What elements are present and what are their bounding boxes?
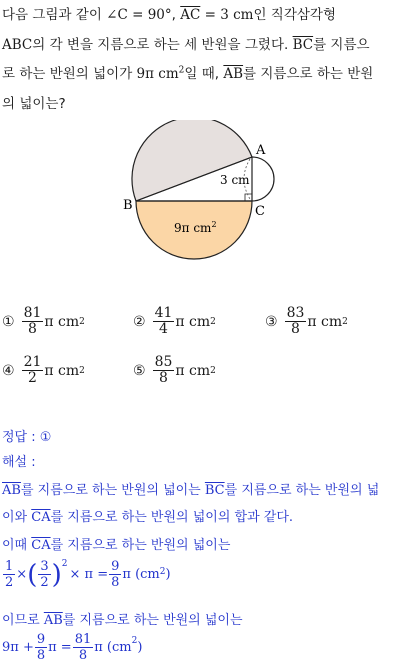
fraction xyxy=(153,355,175,386)
operator: × π = xyxy=(69,567,109,582)
fraction xyxy=(109,559,121,590)
denominator: 2 xyxy=(5,575,14,590)
solution-text: 이때 xyxy=(2,538,32,553)
denominator: 8 xyxy=(111,575,120,590)
solution-line-6 xyxy=(2,632,142,663)
segment-bc: $\overline{BC}$ xyxy=(204,483,225,498)
numerator: 21 xyxy=(23,354,42,370)
numerator: 85 xyxy=(154,354,173,370)
fraction xyxy=(22,355,44,386)
fraction xyxy=(73,632,94,663)
unit: π cm xyxy=(44,313,80,330)
superscript: 2 xyxy=(79,316,85,327)
paren-close: ) xyxy=(137,640,143,655)
solution-heading: 해설 : xyxy=(2,455,36,470)
operator: × xyxy=(16,567,28,582)
solution-text: 를 지름으로 하는 반원의 넓이는 xyxy=(62,613,243,628)
solution-line-5 xyxy=(2,609,243,628)
segment-ca: $\overline{CA}$ xyxy=(31,538,51,553)
expression: π = xyxy=(48,640,72,655)
fraction xyxy=(38,559,50,590)
fraction xyxy=(35,632,47,663)
triangle-abc: ABC xyxy=(2,37,33,53)
unit: π cm xyxy=(175,313,211,330)
question-text: 다음 그림과 같이 xyxy=(2,7,107,23)
answer-line: 정답 : ① xyxy=(2,430,52,445)
solution-line-4 xyxy=(2,559,171,590)
fraction xyxy=(3,559,15,590)
numerator: 81 xyxy=(74,632,92,647)
superscript: 2 xyxy=(159,567,166,577)
fraction xyxy=(285,306,307,337)
question-line-3 xyxy=(2,62,398,82)
question-text: 인 직각삼각형 xyxy=(253,7,337,23)
question-text: 를 지름으로 하는 반원 xyxy=(243,66,374,82)
semicircle-ab xyxy=(132,120,252,201)
segment-ca: $\overline{CA}$ xyxy=(31,510,51,525)
denominator: 8 xyxy=(28,321,37,337)
unit: π cm xyxy=(44,362,80,379)
question-text: 를 지름으 xyxy=(313,37,370,53)
ac-length-label: 3 cm xyxy=(220,173,250,187)
denominator: 8 xyxy=(36,648,46,663)
superscript: 2 xyxy=(342,316,348,327)
question-text: 의 넓이는? xyxy=(2,96,66,112)
solution-text: 를 지름으로 하는 반원의 넓이는 xyxy=(20,483,205,498)
bc-area-label: 9π $cm^2$ xyxy=(174,220,217,235)
left-paren: ( xyxy=(27,559,38,590)
choice-mark: ② xyxy=(133,313,146,330)
choice-expression xyxy=(21,355,85,386)
solution-text: 이므로 xyxy=(2,613,44,628)
segment-bc: $\overline{BC}$ xyxy=(292,37,314,53)
numerator: 3 xyxy=(40,559,49,574)
choice-2[interactable] xyxy=(133,306,216,337)
unit: π (cm xyxy=(94,640,132,655)
right-paren: ) xyxy=(51,559,62,590)
angle-c: ∠C = 90° xyxy=(106,7,172,23)
question-line-1 xyxy=(2,3,398,23)
area-bc: 9π cm xyxy=(136,66,179,82)
denominator: 8 xyxy=(159,370,168,386)
superscript: 2 xyxy=(210,316,216,327)
superscript: 2 xyxy=(178,65,185,76)
question-line-2 xyxy=(2,33,398,53)
choice-mark: ① xyxy=(2,313,15,330)
choice-5[interactable] xyxy=(133,355,216,386)
paren-close: ) xyxy=(165,567,171,582)
choice-expression xyxy=(152,355,216,386)
expression: 9π + xyxy=(2,640,34,655)
exponent: 2 xyxy=(61,559,68,569)
vertex-c-label: C xyxy=(255,204,265,219)
vertex-a-label: A xyxy=(256,143,266,158)
solution-text: 를 지름으로 하는 반원의 넓이의 합과 같다. xyxy=(50,510,294,525)
comma: , xyxy=(171,7,181,23)
vertex-b-label: B xyxy=(123,198,133,213)
numerator: 9 xyxy=(36,632,46,647)
choice-expression xyxy=(152,306,216,337)
choice-4[interactable] xyxy=(2,355,85,386)
length-ac: = 3 cm xyxy=(200,7,254,23)
choice-expression xyxy=(284,306,348,337)
choice-mark: ④ xyxy=(2,362,15,379)
segment-ab: $\overline{AB}$ xyxy=(43,613,63,628)
numerator: 83 xyxy=(286,305,305,321)
solution-text: 를 지름으로 하는 반원의 넓 xyxy=(224,483,380,498)
numerator: 81 xyxy=(23,305,42,321)
numerator: 41 xyxy=(154,305,173,321)
question-text: 의 각 변을 지름으로 하는 세 반원을 그렸다. xyxy=(32,37,293,53)
solution-line-3 xyxy=(2,534,230,553)
fraction xyxy=(153,306,175,337)
unit: π cm xyxy=(307,313,343,330)
denominator: 4 xyxy=(159,321,168,337)
solution-text: 이와 xyxy=(2,510,32,525)
question-text: 일 때, xyxy=(184,66,224,82)
superscript: 2 xyxy=(210,365,216,376)
question-line-4 xyxy=(2,92,398,112)
denominator: 2 xyxy=(28,370,37,386)
unit: π (cm xyxy=(122,567,160,582)
semicircle-figure xyxy=(0,120,400,300)
numerator: 1 xyxy=(5,559,14,574)
denominator: 2 xyxy=(40,575,49,590)
semicircle-ca xyxy=(252,157,274,201)
denominator: 8 xyxy=(291,321,300,337)
choice-mark: ③ xyxy=(265,313,278,330)
solution-text: 를 지름으로 하는 반원의 넓이는 xyxy=(50,538,231,553)
superscript: 2 xyxy=(79,365,85,376)
right-angle-mark xyxy=(245,194,252,201)
superscript: 2 xyxy=(131,636,138,646)
choice-expression xyxy=(21,306,85,337)
solution-line-1 xyxy=(2,479,379,498)
denominator: 8 xyxy=(78,648,88,663)
unit: π cm xyxy=(175,362,211,379)
question-text: 로 하는 반원의 넓이가 xyxy=(2,66,137,82)
fraction xyxy=(22,306,44,337)
solution-line-2 xyxy=(2,506,293,525)
segment-ab: $\overline{AB}$ xyxy=(2,483,21,498)
segment-ab: $\overline{AB}$ xyxy=(223,66,244,82)
choice-3[interactable] xyxy=(265,306,348,337)
choice-1[interactable] xyxy=(2,306,85,337)
segment-ac: $\overline{AC}$ xyxy=(180,7,201,23)
numerator: 9 xyxy=(111,559,120,574)
choice-mark: ⑤ xyxy=(133,362,146,379)
